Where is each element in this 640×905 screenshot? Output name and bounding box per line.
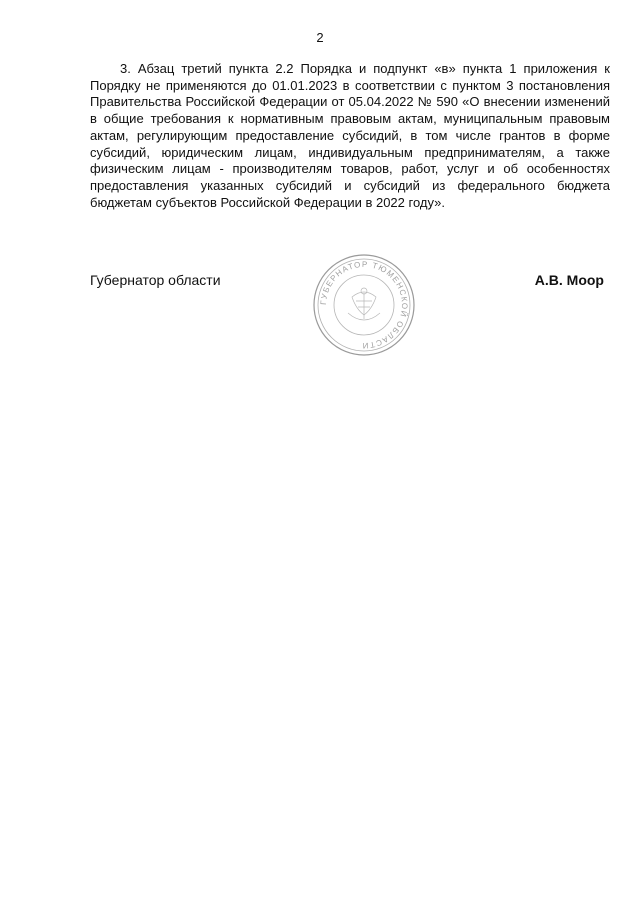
signature-row [90, 272, 604, 292]
body-paragraph: 3. Абзац третий пункта 2.2 Порядка и подпункт «в» пункта 1 приложения к Порядку не применяются до 01.01.2023 в соответствии с пунктом 3 постановления Правительства Российской Федерации от 05.04.2022 № 590 «О внесении изменений в общие требования к нормативным правовым актам, муниципальным правовым актам, регулирующим предоставление субсидий, в том числе грантов в форме субсидий, юридическим лицам, индивидуальным предпринимателям, а также физическим лицам - производителям товаров, работ, услуг и об особенностях предоставления указанных субсидий и субсидий из федерального бюджета бюджетам субъектов Российской Федерации в 2022 году». [90, 61, 610, 210]
seal-text: ГУБЕРНАТОР ТЮМЕНСКОЙ ОБЛАСТИ [318, 259, 410, 351]
page-number: 2 [316, 30, 324, 45]
signer-name: А.В. Моор [534, 272, 604, 288]
signer-title: Губернатор области [90, 272, 221, 288]
seal-icon [312, 253, 416, 357]
official-seal [312, 253, 416, 357]
